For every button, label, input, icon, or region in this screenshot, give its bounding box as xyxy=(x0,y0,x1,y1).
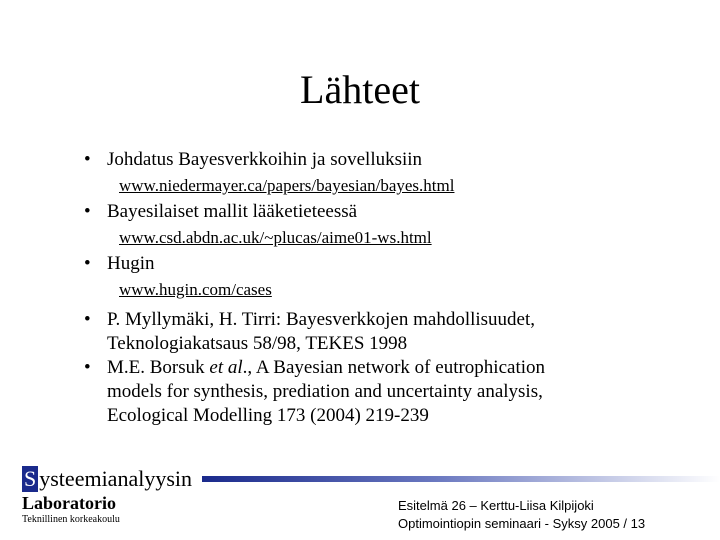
bullet-icon: • xyxy=(84,201,91,222)
reference-list xyxy=(84,148,684,428)
reference-text-line: Ecological Modelling 173 (2004) 219-239 xyxy=(107,405,429,426)
footer-course: Optimointiopin seminaari - Syksy 2005 / 13 xyxy=(398,516,646,531)
bullet-icon: • xyxy=(84,253,91,274)
reference-link[interactable]: www.niedermayer.ca/papers/bayesian/bayes.html xyxy=(119,176,455,195)
lab-logo xyxy=(22,466,202,526)
reference-item xyxy=(84,200,684,224)
bullet-icon: • xyxy=(84,309,91,330)
reference-link[interactable]: www.hugin.com/cases xyxy=(119,280,272,299)
reference-text: Hugin xyxy=(107,253,155,274)
footer-divider-bar xyxy=(202,476,720,482)
reference-item xyxy=(84,356,684,428)
reference-title-start: ., A Bayesian network of eutrophication xyxy=(242,357,546,378)
reference-item xyxy=(84,148,684,172)
logo-university: Teknillinen korkeakoulu xyxy=(22,514,120,525)
reference-text-line: models for synthesis, prediation and uncertainty analysis, xyxy=(107,381,543,402)
reference-text: Bayesilaiset mallit lääketieteessä xyxy=(107,201,358,222)
reference-text-line xyxy=(107,356,684,380)
slide-title: Lähteet xyxy=(300,67,420,112)
bullet-icon: • xyxy=(84,149,91,170)
reference-item xyxy=(84,252,684,276)
reference-text: Johdatus Bayesverkkoihin ja sovelluksiin xyxy=(107,149,423,170)
logo-title xyxy=(22,466,202,492)
footer-info xyxy=(398,497,645,533)
reference-author: M.E. Borsuk xyxy=(107,357,210,378)
reference-text-line: Teknologiakatsaus 58/98, TEKES 1998 xyxy=(107,333,408,354)
logo-initial: S xyxy=(24,466,37,491)
logo-title-rest: ysteemianalyysin xyxy=(39,466,192,491)
reference-item xyxy=(84,308,684,356)
reference-link[interactable]: www.csd.abdn.ac.uk/~plucas/aime01-ws.html xyxy=(119,228,432,247)
bullet-icon: • xyxy=(84,357,91,378)
reference-et-al: et al xyxy=(209,357,243,378)
footer-presentation: Esitelmä 26 – Kerttu-Liisa Kilpijoki xyxy=(398,498,594,513)
logo-subtitle: Laboratorio xyxy=(22,493,116,513)
reference-text-line: P. Myllymäki, H. Tirri: Bayesverkkojen mahdollisuudet, xyxy=(107,309,536,330)
